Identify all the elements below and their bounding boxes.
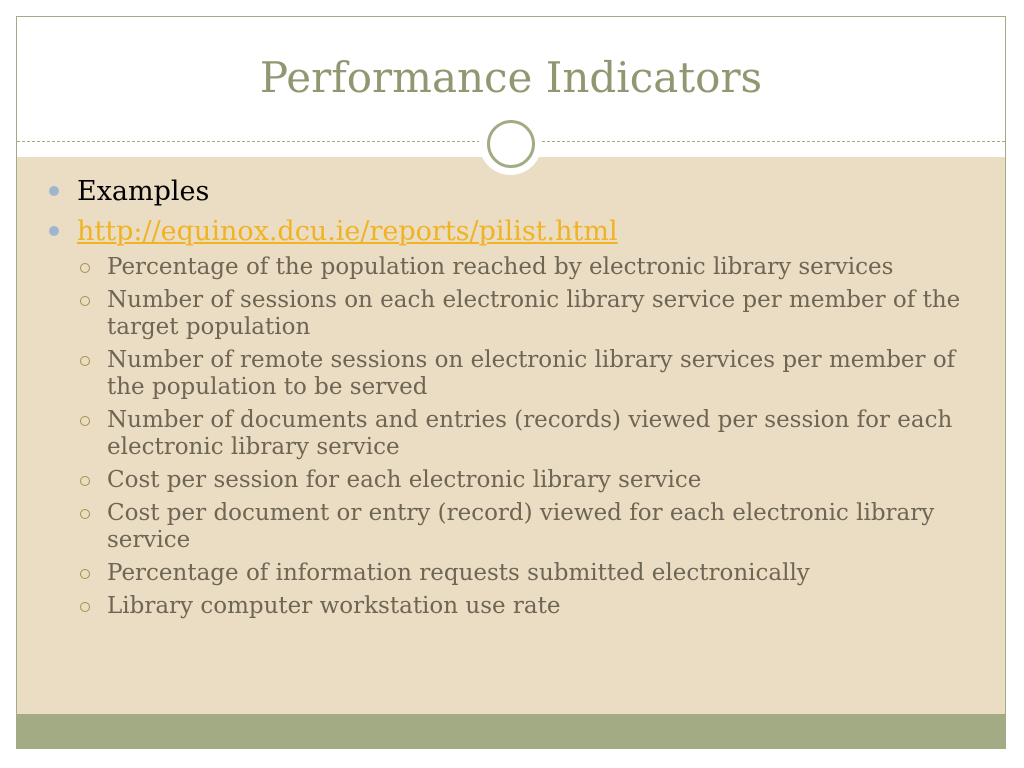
sub-bullet-item — [47, 500, 987, 554]
hollow-bullet-icon — [80, 509, 90, 519]
hollow-bullet-icon — [80, 356, 90, 366]
sub-bullet-text: Percentage of the population reached by electronic library services — [107, 254, 894, 280]
sub-bullet-text: Percentage of information requests submitted electronically — [107, 560, 810, 586]
sub-bullet-item — [47, 467, 987, 494]
hollow-bullet-icon — [80, 416, 90, 426]
sub-bullet-item — [47, 407, 987, 461]
hollow-bullet-icon — [80, 263, 90, 273]
ring-icon — [487, 120, 535, 168]
bullet-dot-icon — [49, 186, 59, 196]
slide-title: Performance Indicators — [259, 53, 763, 102]
sub-bullet-item — [47, 593, 987, 620]
sub-bullet-text: Cost per document or entry (record) viewed for each electronic library service — [107, 500, 935, 553]
hollow-bullet-icon — [80, 602, 90, 612]
sub-bullet-item — [47, 560, 987, 587]
sub-bullet-text: Library computer workstation use rate — [107, 593, 561, 619]
sub-bullet-item — [47, 287, 987, 341]
slide-body — [47, 172, 987, 626]
reference-link[interactable]: http://equinox.dcu.ie/reports/pilist.html — [77, 216, 618, 247]
sub-bullet-text: Cost per session for each electronic library service — [107, 467, 702, 493]
footer-bar — [17, 714, 1005, 748]
sub-bullet-item — [47, 254, 987, 281]
bullet-dot-icon — [49, 226, 59, 236]
hollow-bullet-icon — [80, 476, 90, 486]
sub-bullet-text: Number of remote sessions on electronic library services per member of the population to be served — [107, 347, 956, 400]
sub-bullet-text: Number of sessions on each electronic library service per member of the target population — [107, 287, 961, 340]
sub-bullet-text: Number of documents and entries (records) viewed per session for each electronic library service — [107, 407, 953, 460]
slide — [16, 16, 1006, 749]
bullet-item — [47, 212, 987, 252]
bullet-item — [47, 172, 987, 212]
hollow-bullet-icon — [80, 569, 90, 579]
bullet-text: Examples — [77, 176, 210, 207]
sub-bullet-item — [47, 347, 987, 401]
hollow-bullet-icon — [80, 296, 90, 306]
